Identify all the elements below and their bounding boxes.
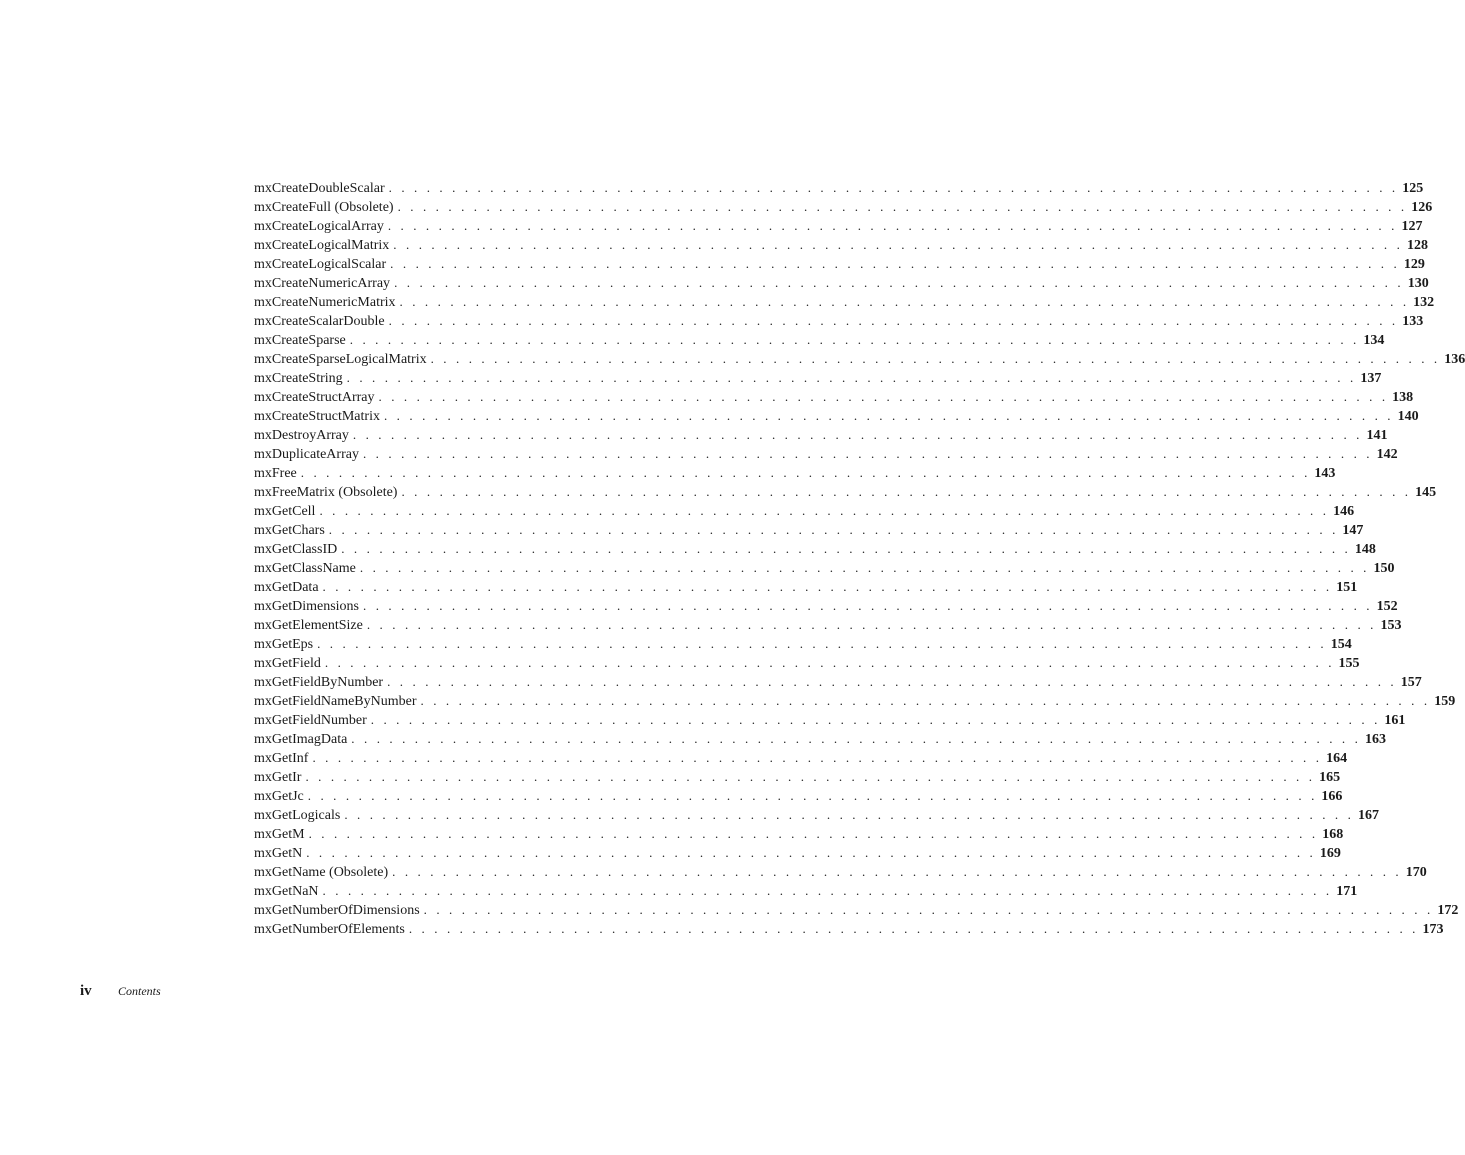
toc-entry-page-number: 170	[1405, 865, 1427, 880]
toc-entry[interactable]	[254, 596, 1398, 615]
dot-leader: . . . . . . . . . . . . . . . . . . . . . . . . . . . . . . . . . . . . . . . . . . . . . . . . . . . . . . . . . . . . . . . . . . . . . . . . . . . . . . . .	[312, 750, 1323, 765]
dot-leader: . . . . . . . . . . . . . . . . . . . . . . . . . . . . . . . . . . . . . . . . . . . . . . . . . . . . . . . . . . . . . . . . . . . . . . . . . . . . . . . .	[423, 902, 1434, 917]
toc-entry-page-number: 172	[1437, 903, 1459, 918]
dot-leader: . . . . . . . . . . . . . . . . . . . . . . . . . . . . . . . . . . . . . . . . . . . . . . . . . . . . . . . . . . . . . . . . . . . . . . . . . . . . . . . .	[344, 807, 1354, 822]
toc-entry-page-number: 155	[1338, 656, 1360, 671]
toc-entry[interactable]	[254, 767, 1341, 786]
toc-entry-title: mxGetField	[254, 656, 321, 671]
toc-entry-page-number: 148	[1354, 542, 1376, 557]
toc-entry[interactable]	[254, 254, 1425, 273]
toc-entry-title: mxCreateSparseLogicalMatrix	[254, 352, 427, 367]
toc-entry-page-number: 126	[1411, 200, 1433, 215]
toc-entry-title: mxCreateLogicalScalar	[254, 257, 387, 272]
dot-leader: . . . . . . . . . . . . . . . . . . . . . . . . . . . . . . . . . . . . . . . . . . . . . . . . . . . . . . . . . . . . . . . . . . . . . . . . . . . . . . . .	[378, 389, 1389, 404]
toc-entry-page-number: 173	[1422, 922, 1444, 937]
toc-entry-title: mxGetIr	[254, 770, 302, 785]
toc-entry-page-number: 134	[1363, 333, 1385, 348]
toc-entry-page-number: 159	[1434, 694, 1456, 709]
toc-entry-title: mxGetFieldByNumber	[254, 675, 384, 690]
toc-entry-title: mxGetM	[254, 827, 305, 842]
toc-entry-title: mxCreateLogicalMatrix	[254, 238, 390, 253]
toc-entry-title: mxCreateNumericMatrix	[254, 295, 396, 310]
toc-entry-title: mxCreateDoubleScalar	[254, 181, 385, 196]
toc-entry-page-number: 171	[1336, 884, 1358, 899]
toc-entry-page-number: 165	[1319, 770, 1341, 785]
dot-leader: . . . . . . . . . . . . . . . . . . . . . . . . . . . . . . . . . . . . . . . . . . . . . . . . . . . . . . . . . . . . . . . . . . . . . . . . . . . . . . . .	[387, 218, 1398, 233]
toc-entry-title: mxGetNaN	[254, 884, 319, 899]
toc-entry[interactable]	[254, 672, 1422, 691]
toc-entry[interactable]	[254, 824, 1344, 843]
toc-entry[interactable]	[254, 444, 1398, 463]
dot-leader: . . . . . . . . . . . . . . . . . . . . . . . . . . . . . . . . . . . . . . . . . . . . . . . . . . . . . . . . . . . . . . . . . . . . . . . . . . . . . . . .	[388, 180, 1399, 195]
dot-leader: . . . . . . . . . . . . . . . . . . . . . . . . . . . . . . . . . . . . . . . . . . . . . . . . . . . . . . . . . . . . . . . . . . . . . . . . . . . . . . . .	[317, 636, 1327, 651]
dot-leader: . . . . . . . . . . . . . . . . . . . . . . . . . . . . . . . . . . . . . . . . . . . . . . . . . . . . . . . . . . . . . . . . . . . . . . . . . . . . . . . .	[306, 845, 1316, 860]
toc-entry-page-number: 166	[1321, 789, 1343, 804]
toc-entry[interactable]	[254, 368, 1382, 387]
toc-entry-title: mxDuplicateArray	[254, 447, 359, 462]
toc-entry-title: mxGetLogicals	[254, 808, 341, 823]
dot-leader: . . . . . . . . . . . . . . . . . . . . . . . . . . . . . . . . . . . . . . . . . . . . . . . . . . . . . . . . . . . . . . . . . . . . . . . . . . . . . . . .	[394, 275, 1404, 290]
toc-entry-title: mxCreateSparse	[254, 333, 346, 348]
toc-entry-page-number: 138	[1392, 390, 1414, 405]
toc-entry-page-number: 128	[1406, 238, 1428, 253]
dot-leader: . . . . . . . . . . . . . . . . . . . . . . . . . . . . . . . . . . . . . . . . . . . . . . . . . . . . . . . . . . . . . . . . . . . . . . . . . . . . . . . .	[401, 484, 1412, 499]
dot-leader: . . . . . . . . . . . . . . . . . . . . . . . . . . . . . . . . . . . . . . . . . . . . . . . . . . . . . . . . . . . . . . . . . . . . . . . . . . . . . . . .	[359, 560, 1370, 575]
toc-entry[interactable]	[254, 843, 1341, 862]
dot-leader: . . . . . . . . . . . . . . . . . . . . . . . . . . . . . . . . . . . . . . . . . . . . . . . . . . . . . . . . . . . . . . . . . . . . . . . . . . . . . . . .	[351, 731, 1361, 746]
toc-entry-page-number: 169	[1319, 846, 1341, 861]
toc-entry-page-number: 143	[1314, 466, 1336, 481]
toc-entry-title: mxGetNumberOfDimensions	[254, 903, 420, 918]
toc-entry-title: mxGetData	[254, 580, 319, 595]
dot-leader: . . . . . . . . . . . . . . . . . . . . . . . . . . . . . . . . . . . . . . . . . . . . . . . . . . . . . . . . . . . . . . . . . . . . . . . . . . . . . . . .	[322, 579, 1333, 594]
toc-entry[interactable]	[254, 881, 1358, 900]
dot-leader: . . . . . . . . . . . . . . . . . . . . . . . . . . . . . . . . . . . . . . . . . . . . . . . . . . . . . . . . . . . . . . . . . . . . . . . . . . . . . . . .	[366, 617, 1377, 632]
toc-entry[interactable]	[254, 615, 1402, 634]
toc-entry-title: mxGetName (Obsolete)	[254, 865, 389, 880]
table-of-contents	[254, 178, 1465, 938]
dot-leader: . . . . . . . . . . . . . . . . . . . . . . . . . . . . . . . . . . . . . . . . . . . . . . . . . . . . . . . . . . . . . . . . . . . . . . . . . . . . . . . .	[363, 598, 1373, 613]
toc-entry-title: mxGetChars	[254, 523, 325, 538]
dot-leader: . . . . . . . . . . . . . . . . . . . . . . . . . . . . . . . . . . . . . . . . . . . . . . . . . . . . . . . . . . . . . . . . . . . . . . . . . . . . . . . .	[341, 541, 1351, 556]
toc-entry-page-number: 157	[1400, 675, 1422, 690]
toc-entry[interactable]	[254, 273, 1429, 292]
toc-entry-title: mxDestroyArray	[254, 428, 349, 443]
toc-entry[interactable]	[254, 900, 1459, 919]
toc-entry-page-number: 140	[1397, 409, 1419, 424]
toc-entry[interactable]	[254, 330, 1385, 349]
toc-entry-title: mxGetElementSize	[254, 618, 363, 633]
dot-leader: . . . . . . . . . . . . . . . . . . . . . . . . . . . . . . . . . . . . . . . . . . . . . . . . . . . . . . . . . . . . . . . . . . . . . . . . . . . . . . . .	[352, 427, 1363, 442]
page-footer	[80, 983, 161, 1000]
toc-entry-page-number: 145	[1415, 485, 1437, 500]
toc-entry[interactable]	[254, 862, 1427, 881]
toc-entry-title: mxFree	[254, 466, 297, 481]
toc-entry[interactable]	[254, 235, 1428, 254]
toc-entry-page-number: 168	[1322, 827, 1344, 842]
toc-entry[interactable]	[254, 311, 1424, 330]
toc-entry-page-number: 142	[1376, 447, 1398, 462]
toc-entry[interactable]	[254, 387, 1414, 406]
toc-entry-page-number: 161	[1384, 713, 1406, 728]
footer-section-label: Contents	[118, 984, 161, 998]
toc-entry[interactable]	[254, 786, 1343, 805]
dot-leader: . . . . . . . . . . . . . . . . . . . . . . . . . . . . . . . . . . . . . . . . . . . . . . . . . . . . . . . . . . . . . . . . . . . . . . . . . . . . . . . .	[393, 237, 1403, 252]
footer-page-number: iv	[80, 983, 92, 999]
toc-entry-page-number: 129	[1403, 257, 1425, 272]
toc-entry-page-number: 137	[1360, 371, 1382, 386]
toc-entry-title: mxGetCell	[254, 504, 316, 519]
dot-leader: . . . . . . . . . . . . . . . . . . . . . . . . . . . . . . . . . . . . . . . . . . . . . . . . . . . . . . . . . . . . . . . . . . . . . . . . . . . . . . . .	[390, 256, 1400, 271]
toc-entry-title: mxGetInf	[254, 751, 309, 766]
toc-entry-page-number: 163	[1364, 732, 1386, 747]
toc-entry-title: mxGetNumberOfElements	[254, 922, 405, 937]
toc-entry-title: mxGetClassName	[254, 561, 356, 576]
toc-entry-title: mxGetFieldNumber	[254, 713, 367, 728]
dot-leader: . . . . . . . . . . . . . . . . . . . . . . . . . . . . . . . . . . . . . . . . . . . . . . . . . . . . . . . . . . . . . . . . . . . . . . . . . . . . . . . .	[319, 503, 1330, 518]
toc-entry[interactable]	[254, 634, 1352, 653]
dot-leader: . . . . . . . . . . . . . . . . . . . . . . . . . . . . . . . . . . . . . . . . . . . . . . . . . . . . . . . . . . . . . . . . . . . . . . . . . . . . . . . .	[397, 199, 1408, 214]
toc-entry[interactable]	[254, 691, 1456, 710]
dot-leader: . . . . . . . . . . . . . . . . . . . . . . . . . . . . . . . . . . . . . . . . . . . . . . . . . . . . . . . . . . . . . . . . . . . . . . . . . . . . . . . .	[387, 674, 1397, 689]
toc-entry-page-number: 127	[1401, 219, 1423, 234]
toc-entry-page-number: 130	[1407, 276, 1429, 291]
toc-entry-page-number: 164	[1326, 751, 1348, 766]
dot-leader: . . . . . . . . . . . . . . . . . . . . . . . . . . . . . . . . . . . . . . . . . . . . . . . . . . . . . . . . . . . . . . . . . . . . . . . . . . . . . . . .	[408, 921, 1419, 936]
dot-leader: . . . . . . . . . . . . . . . . . . . . . . . . . . . . . . . . . . . . . . . . . . . . . . . . . . . . . . . . . . . . . . . . . . . . . . . . . . . . . . . .	[370, 712, 1381, 727]
dot-leader: . . . . . . . . . . . . . . . . . . . . . . . . . . . . . . . . . . . . . . . . . . . . . . . . . . . . . . . . . . . . . . . . . . . . . . . . . . . . . . . .	[322, 883, 1333, 898]
toc-entry[interactable]	[254, 710, 1406, 729]
toc-entry[interactable]	[254, 349, 1465, 368]
toc-entry-page-number: 132	[1413, 295, 1435, 310]
toc-entry-page-number: 151	[1336, 580, 1358, 595]
toc-entry-page-number: 167	[1357, 808, 1379, 823]
toc-entry-title: mxGetFieldNameByNumber	[254, 694, 417, 709]
toc-entry-page-number: 141	[1366, 428, 1388, 443]
toc-entry-title: mxGetN	[254, 846, 303, 861]
toc-entry[interactable]	[254, 919, 1444, 938]
dot-leader: . . . . . . . . . . . . . . . . . . . . . . . . . . . . . . . . . . . . . . . . . . . . . . . . . . . . . . . . . . . . . . . . . . . . . . . . . . . . . . . .	[392, 864, 1402, 879]
toc-entry[interactable]	[254, 292, 1435, 311]
toc-entry-title: mxCreateStructArray	[254, 390, 375, 405]
toc-entry-title: mxCreateStructMatrix	[254, 409, 380, 424]
toc-entry[interactable]	[254, 748, 1348, 767]
dot-leader: . . . . . . . . . . . . . . . . . . . . . . . . . . . . . . . . . . . . . . . . . . . . . . . . . . . . . . . . . . . . . . . . . . . . . . . . . . . . . . . .	[328, 522, 1339, 537]
toc-entry-page-number: 150	[1373, 561, 1395, 576]
toc-entry-title: mxCreateNumericArray	[254, 276, 391, 291]
dot-leader: . . . . . . . . . . . . . . . . . . . . . . . . . . . . . . . . . . . . . . . . . . . . . . . . . . . . . . . . . . . . . . . . . . . . . . . . . . . . . . . .	[324, 655, 1335, 670]
toc-entry[interactable]	[254, 425, 1388, 444]
toc-entry-title: mxCreateLogicalArray	[254, 219, 384, 234]
toc-entry[interactable]	[254, 463, 1336, 482]
dot-leader: . . . . . . . . . . . . . . . . . . . . . . . . . . . . . . . . . . . . . . . . . . . . . . . . . . . . . . . . . . . . . . . . . . . . . . . . . . . . . . . .	[308, 826, 1319, 841]
toc-entry-title: mxCreateScalarDouble	[254, 314, 385, 329]
dot-leader: . . . . . . . . . . . . . . . . . . . . . . . . . . . . . . . . . . . . . . . . . . . . . . . . . . . . . . . . . . . . . . . . . . . . . . . . . . . . . . . .	[399, 294, 1410, 309]
toc-entry-page-number: 152	[1376, 599, 1398, 614]
dot-leader: . . . . . . . . . . . . . . . . . . . . . . . . . . . . . . . . . . . . . . . . . . . . . . . . . . . . . . . . . . . . . . . . . . . . . . . . . . . . . . . .	[305, 769, 1316, 784]
toc-entry-title: mxGetImagData	[254, 732, 348, 747]
dot-leader: . . . . . . . . . . . . . . . . . . . . . . . . . . . . . . . . . . . . . . . . . . . . . . . . . . . . . . . . . . . . . . . . . . . . . . . . . . . . . . . .	[349, 332, 1360, 347]
toc-entry[interactable]	[254, 482, 1437, 501]
toc-entry-title: mxGetJc	[254, 789, 304, 804]
toc-entry[interactable]	[254, 216, 1423, 235]
toc-entry-title: mxGetClassID	[254, 542, 338, 557]
toc-entry[interactable]	[254, 520, 1364, 539]
toc-entry[interactable]	[254, 729, 1386, 748]
toc-entry-title: mxGetDimensions	[254, 599, 359, 614]
dot-leader: . . . . . . . . . . . . . . . . . . . . . . . . . . . . . . . . . . . . . . . . . . . . . . . . . . . . . . . . . . . . . . . . . . . . . . . . . . . . . . . .	[383, 408, 1394, 423]
toc-entry[interactable]	[254, 539, 1376, 558]
toc-entry[interactable]	[254, 406, 1419, 425]
toc-entry[interactable]	[254, 558, 1395, 577]
toc-entry-page-number: 125	[1402, 181, 1424, 196]
toc-entry-title: mxGetEps	[254, 637, 314, 652]
toc-entry[interactable]	[254, 501, 1355, 520]
toc-entry-page-number: 146	[1333, 504, 1355, 519]
dot-leader: . . . . . . . . . . . . . . . . . . . . . . . . . . . . . . . . . . . . . . . . . . . . . . . . . . . . . . . . . . . . . . . . . . . . . . . . . . . . . . . .	[346, 370, 1357, 385]
dot-leader: . . . . . . . . . . . . . . . . . . . . . . . . . . . . . . . . . . . . . . . . . . . . . . . . . . . . . . . . . . . . . . . . . . . . . . . . . . . . . . . .	[300, 465, 1311, 480]
dot-leader: . . . . . . . . . . . . . . . . . . . . . . . . . . . . . . . . . . . . . . . . . . . . . . . . . . . . . . . . . . . . . . . . . . . . . . . . . . . . . . . .	[388, 313, 1399, 328]
toc-entry[interactable]	[254, 653, 1360, 672]
toc-entry-page-number: 147	[1342, 523, 1364, 538]
dot-leader: . . . . . . . . . . . . . . . . . . . . . . . . . . . . . . . . . . . . . . . . . . . . . . . . . . . . . . . . . . . . . . . . . . . . . . . . . . . . . . . .	[362, 446, 1373, 461]
toc-entry[interactable]	[254, 805, 1379, 824]
toc-entry-page-number: 133	[1402, 314, 1424, 329]
toc-entry-title: mxFreeMatrix (Obsolete)	[254, 485, 398, 500]
toc-entry[interactable]	[254, 178, 1424, 197]
toc-entry-page-number: 154	[1330, 637, 1352, 652]
toc-entry-title: mxCreateFull (Obsolete)	[254, 200, 394, 215]
toc-entry[interactable]	[254, 197, 1433, 216]
dot-leader: . . . . . . . . . . . . . . . . . . . . . . . . . . . . . . . . . . . . . . . . . . . . . . . . . . . . . . . . . . . . . . . . . . . . . . . . . . . . . . . .	[420, 693, 1431, 708]
toc-entry-page-number: 136	[1444, 352, 1465, 367]
toc-entry-page-number: 153	[1380, 618, 1402, 633]
toc-entry-title: mxCreateString	[254, 371, 343, 386]
dot-leader: . . . . . . . . . . . . . . . . . . . . . . . . . . . . . . . . . . . . . . . . . . . . . . . . . . . . . . . . . . . . . . . . . . . . . . . . . . . . . . . .	[430, 351, 1441, 366]
toc-entry[interactable]	[254, 577, 1358, 596]
dot-leader: . . . . . . . . . . . . . . . . . . . . . . . . . . . . . . . . . . . . . . . . . . . . . . . . . . . . . . . . . . . . . . . . . . . . . . . . . . . . . . . .	[307, 788, 1318, 803]
